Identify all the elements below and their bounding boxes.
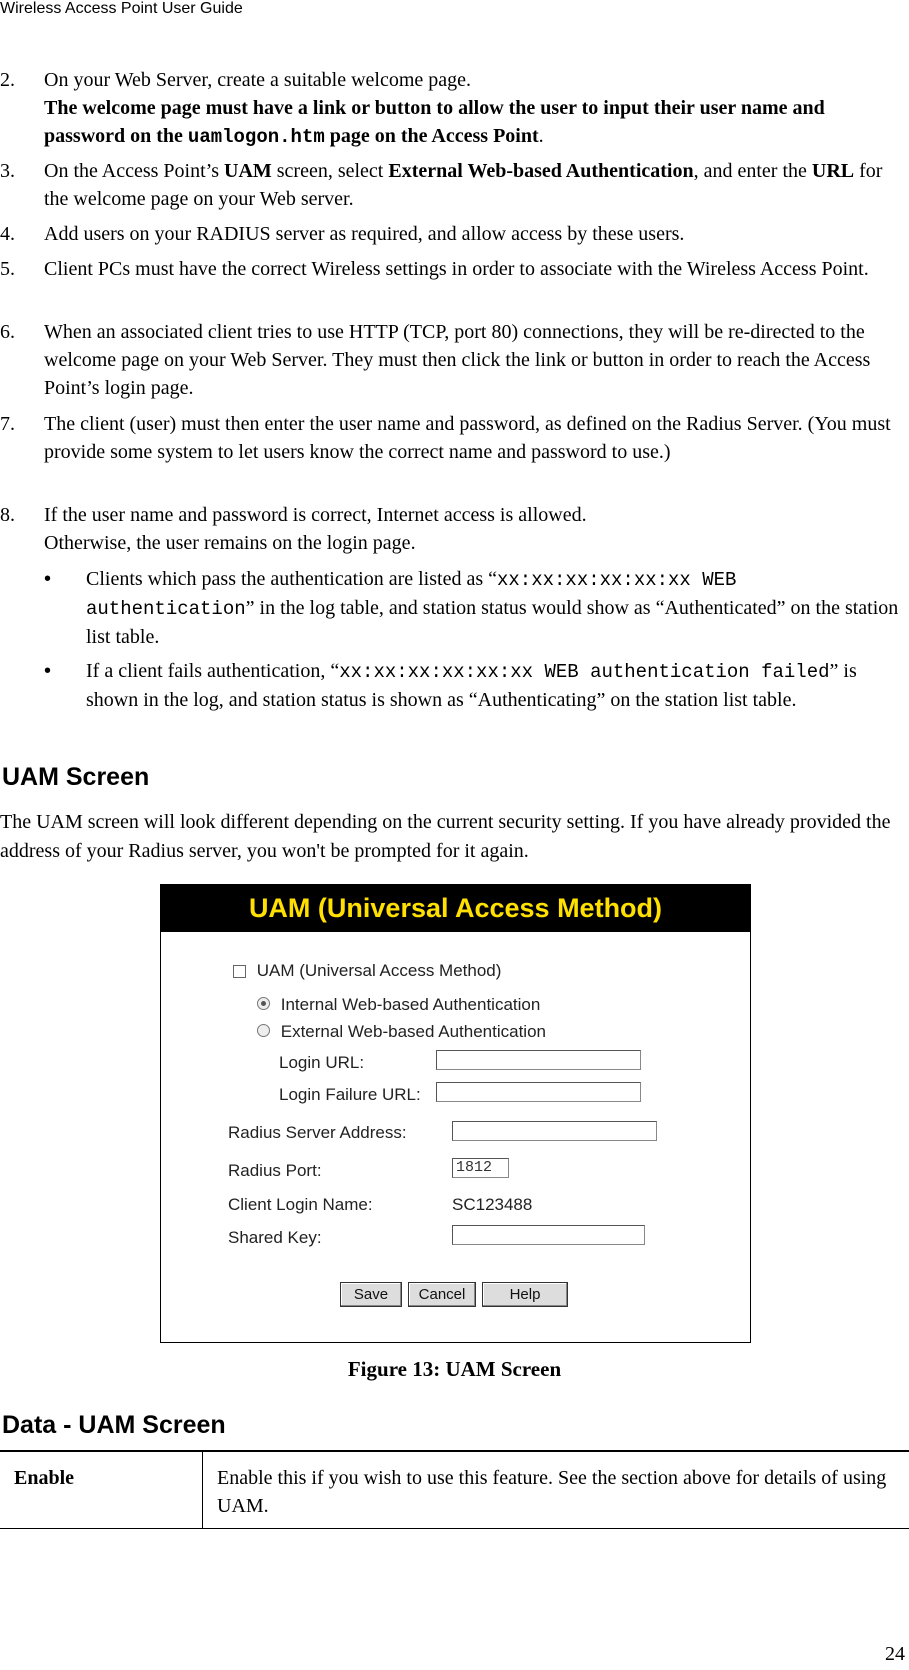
section-heading: UAM Screen — [2, 763, 150, 791]
page-number: 24 — [885, 1643, 905, 1665]
step-number: 4. — [0, 223, 15, 245]
radius-server-address-input[interactable] — [452, 1121, 657, 1141]
step-text: On your Web Server, create a suitable welcome page. — [44, 69, 472, 91]
step-bold: UAM — [224, 160, 272, 182]
figure-title: UAM (Universal Access Method) — [161, 885, 750, 932]
uam-screen-figure — [160, 884, 751, 1343]
bullet-text: Clients which pass the authentication are listed as “ — [86, 568, 497, 590]
help-button[interactable]: Help — [482, 1282, 568, 1307]
log-text: xx:xx:xx:xx:xx:xx WEB authentication — [86, 569, 737, 620]
step-emphasis-end: page on the Access Point — [324, 125, 539, 147]
step-text: for the welcome page on your Web server. — [44, 160, 883, 210]
step-5 — [0, 255, 905, 283]
step-8 — [0, 501, 905, 557]
bullet-text: If a client fails authentication, “ — [86, 660, 340, 682]
shared-key-label: Shared Key: — [228, 1228, 322, 1247]
uam-enable-label: UAM (Universal Access Method) — [256, 961, 502, 980]
table-value: Enable this if you wish to use this feature. See the section above for details of using UAM. — [203, 1451, 909, 1529]
data-table — [0, 1450, 909, 1529]
internal-auth-radio[interactable] — [257, 997, 270, 1010]
uam-enable-row — [233, 961, 501, 981]
save-button[interactable]: Save — [340, 1282, 402, 1307]
step-4 — [0, 220, 905, 248]
bullet-icon: • — [44, 660, 52, 682]
login-failure-url-input[interactable] — [436, 1082, 641, 1102]
step-text: If the user name and password is correct, Internet access is allowed. — [44, 504, 587, 526]
step-3 — [0, 157, 905, 213]
external-auth-label: External Web-based Authentication — [280, 1022, 546, 1041]
step-number: 6. — [0, 321, 15, 343]
radius-port-label: Radius Port: — [228, 1161, 322, 1180]
internal-auth-label: Internal Web-based Authentication — [280, 995, 541, 1014]
radius-port-input[interactable]: 1812 — [452, 1158, 509, 1178]
step-text: screen, select — [271, 160, 389, 182]
bullet-item — [44, 565, 906, 651]
step-6 — [0, 318, 905, 402]
step-text: The client (user) must then enter the user name and password, as defined on the Radius Server. (You must provide some system to let users know the correct name and password to use.) — [44, 413, 891, 463]
step-number: 7. — [0, 413, 15, 435]
step-text: Otherwise, the user remains on the login page. — [44, 532, 416, 554]
table-key: Enable — [0, 1451, 203, 1529]
step-text: On the Access Point’s — [44, 160, 224, 182]
table-row — [0, 1451, 909, 1529]
step-text: Add users on your RADIUS server as required, and allow access by these users. — [44, 223, 685, 245]
login-url-label: Login URL: — [279, 1053, 365, 1072]
section-paragraph: The UAM screen will look different depending on the current security setting. If you have already provided the address of your Radius server, you won't be prompted for it again. — [0, 811, 891, 862]
bullet-text: ” in the log table, and station status would show as “Authenticated” on the station list table. — [86, 597, 899, 648]
step-number: 3. — [0, 160, 15, 182]
login-failure-url-label: Login Failure URL: — [279, 1085, 421, 1104]
client-login-name-value: SC123488 — [452, 1195, 533, 1214]
data-section-heading: Data - UAM Screen — [2, 1411, 226, 1439]
step-bold: External Web-based Authentication — [388, 160, 694, 182]
cancel-button[interactable]: Cancel — [408, 1282, 476, 1307]
log-text: xx:xx:xx:xx:xx:xx WEB authentication failed — [339, 661, 830, 683]
bullet-item — [44, 657, 906, 714]
step-bold: URL — [811, 160, 855, 182]
radius-server-address-label: Radius Server Address: — [228, 1123, 407, 1142]
step-text: Client PCs must have the correct Wireless settings in order to associate with the Wireless Access Point. — [44, 258, 869, 280]
bullet-icon: • — [44, 568, 52, 590]
step-7 — [0, 410, 905, 466]
step-text: When an associated client tries to use HTTP (TCP, port 80) connections, they will be re-directed to the welcome page on your Web Server. They must then click the link or button in order to reach the Access Point’s login page. — [44, 321, 871, 399]
external-auth-radio[interactable] — [257, 1024, 270, 1037]
login-url-input[interactable] — [436, 1050, 641, 1070]
figure-caption: Figure 13: UAM Screen — [347, 1357, 562, 1381]
uam-enable-checkbox[interactable] — [233, 965, 246, 978]
step-number: 5. — [0, 258, 15, 280]
shared-key-input[interactable] — [452, 1225, 645, 1245]
step-number: 8. — [0, 504, 15, 526]
running-header: Wireless Access Point User Guide — [0, 0, 243, 17]
file-name: uamlogon.htm — [187, 126, 325, 148]
step-text: , and enter the — [693, 160, 812, 182]
step-emphasis: The welcome page must have a link or button to allow the user to input their user name and password on the — [44, 97, 825, 147]
client-login-name-label: Client Login Name: — [228, 1195, 373, 1214]
step-number: 2. — [0, 69, 15, 91]
bullet-text: ” is shown in the log, and station status is shown as “Authenticating” on the station list table. — [86, 660, 857, 711]
external-auth-row — [257, 1022, 546, 1042]
internal-auth-row — [257, 995, 540, 1015]
step-2 — [0, 66, 905, 151]
step-period: . — [538, 125, 544, 147]
